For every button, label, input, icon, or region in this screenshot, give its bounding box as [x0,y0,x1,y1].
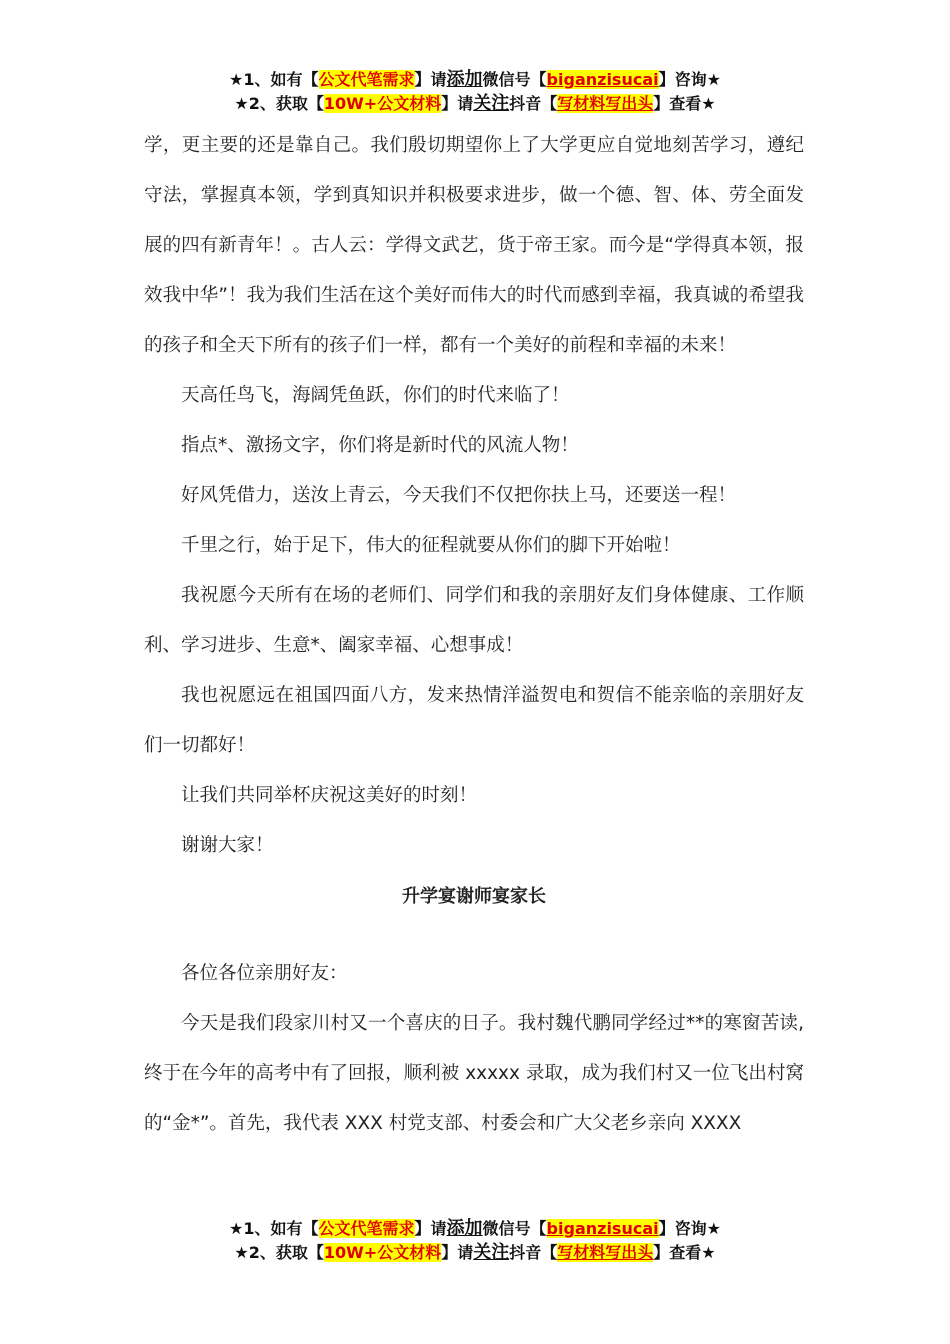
promo-line-1: ★1、如有【公文代笔需求】请添加微信号【biganzisucai】咨询★ [229,1218,721,1239]
section-heading: 升学宴谢师宴家长 [402,886,546,907]
paragraph: 好风凭借力，送汝上青云，今天我们不仅把你扶上马，还要送一程！ [181,485,737,506]
paragraph: 我祝愿今天所有在场的老师们、同学们和我的亲朋好友们身体健康、工作顺利、学习进步、生意*、阖家幸福、心想事成！ [144,585,804,656]
promo-banner-top [0,68,950,116]
paragraph: 千里之行，始于足下，伟大的征程就要从你们的脚下开始啦！ [181,535,681,556]
paragraph: 指点*、激扬文字，你们将是新时代的风流人物！ [181,435,579,456]
wechat-id: biganzisucai [546,70,659,89]
paragraph: 天高任鸟飞，海阔凭鱼跃，你们的时代来临了！ [181,385,570,406]
promo-banner-bottom [0,1217,950,1265]
paragraph: 谢谢大家！ [181,835,274,856]
paragraph: 各位各位亲朋好友： [181,963,348,984]
paragraph: 我也祝愿远在祖国四面八方，发来热情洋溢贺电和贺信不能亲临的亲朋好友们一切都好！ [144,685,804,756]
promo-line-1: ★1、如有【公文代笔需求】请添加微信号【biganzisucai】咨询★ [229,69,721,90]
paragraph: 学，更主要的还是靠自己。我们殷切期望你上了大学更应自觉地刻苦学习，遵纪守法，掌握真本领，学到真知识并积极要求进步，做一个德、智、体、劳全面发展的四有新青年！。古人云：学得文武艺，货于帝王家。而今是“学得真本领，报效我中华”！我为我们生活在这个美好而伟大的时代而感到幸福，我真诚的希望我的孩子和全天下所有的孩子们一样，都有一个美好的前程和幸福的未来！ [144,135,804,356]
promo-line-2: ★2、获取【10W+公文材料】请关注抖音【写材料写出头】查看★ [234,93,716,114]
document-body [144,121,804,1149]
paragraph: 让我们共同举杯庆祝这美好的时刻！ [181,785,478,806]
paragraph: 今天是我们段家川村又一个喜庆的日子。我村魏代鹏同学经过**的寒窗苦读,终于在今年的高考中有了回报，顺利被 xxxxx 录取，成为我们村又一位飞出村窝的“金*”。首先，我代表 XXX 村党支部、村委会和广大父老乡亲向 XXXX [144,1013,804,1134]
promo-line-2: ★2、获取【10W+公文材料】请关注抖音【写材料写出头】查看★ [234,1242,716,1263]
